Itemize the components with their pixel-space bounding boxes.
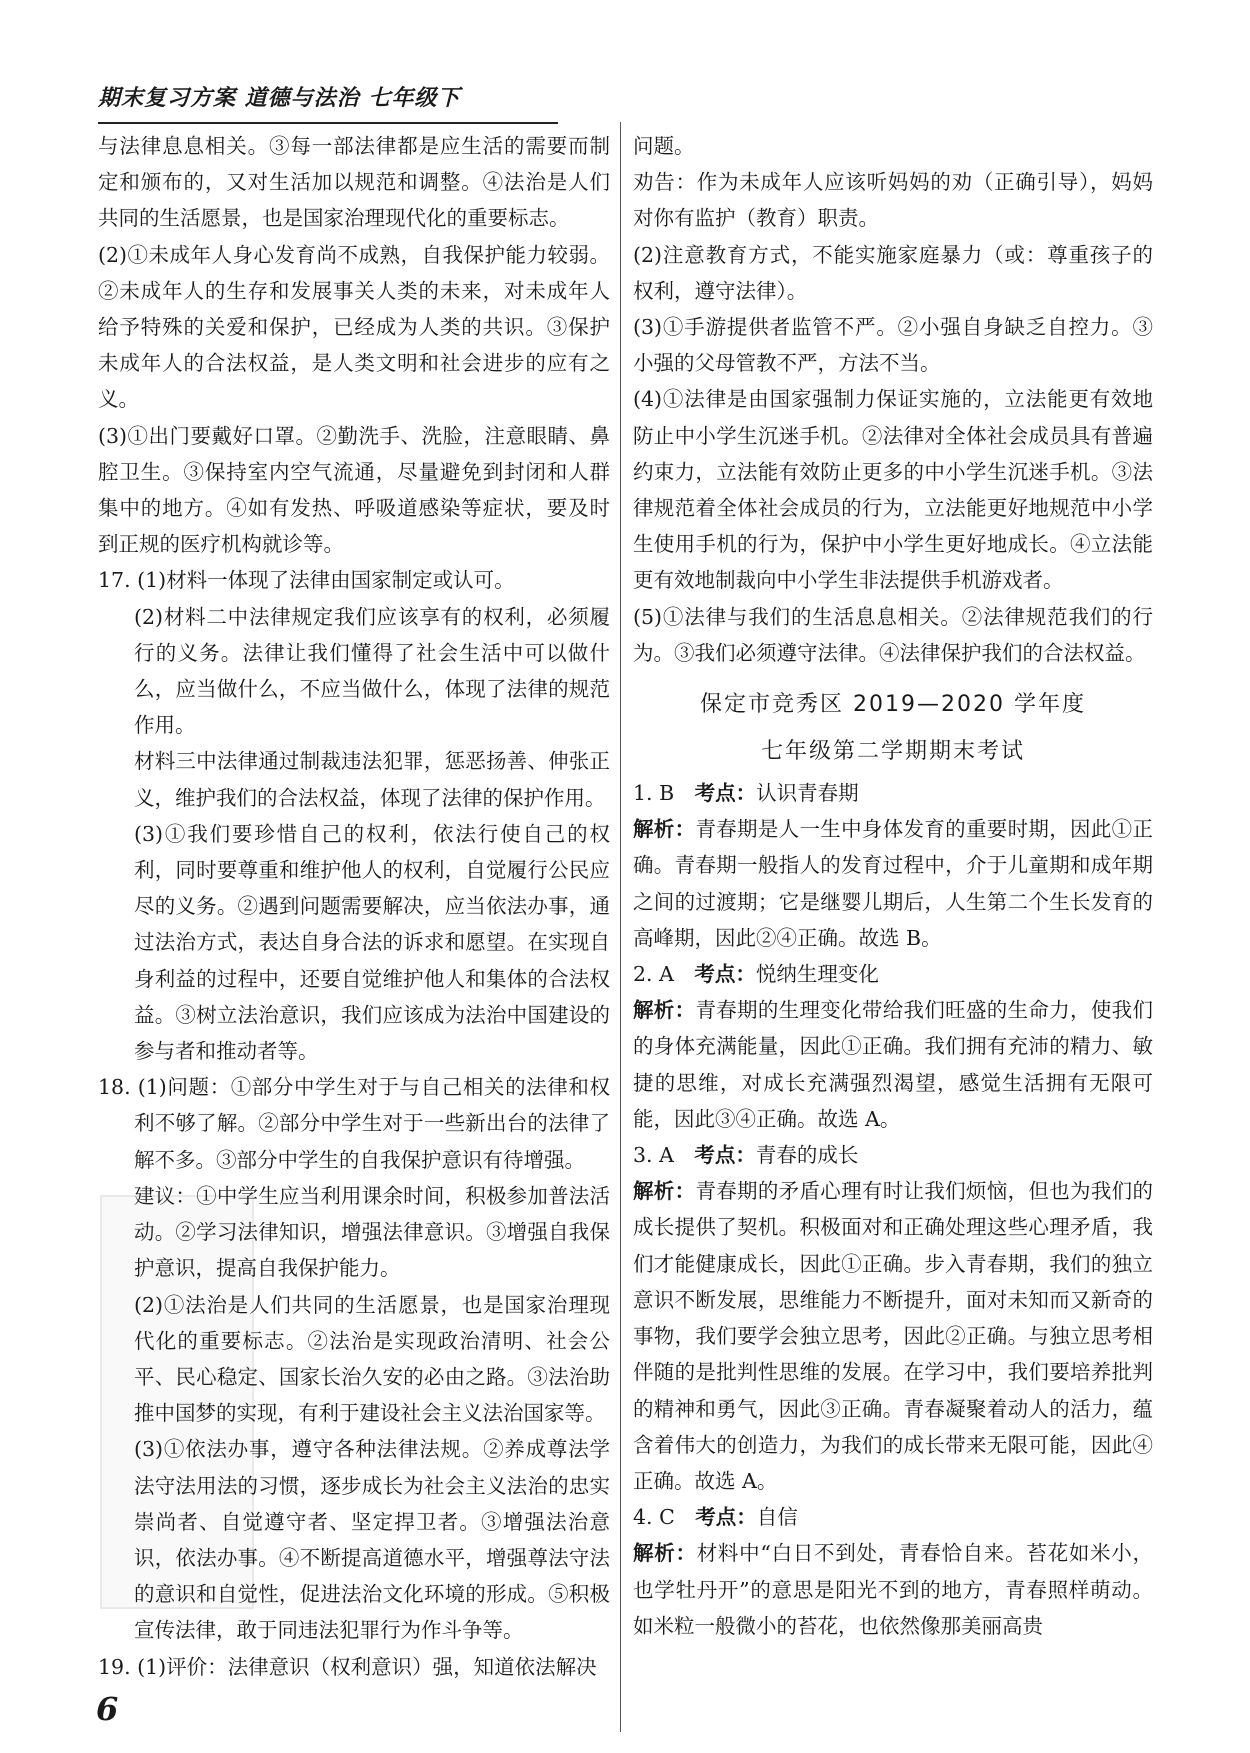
answer-2 [633, 956, 1153, 1137]
question-17-item-2: (2)材料二中法律规定我们应该享有的权利，必须履行的义务。法律让我们懂得了社会生活中可以做什么，应当做什么，不应当做什么，体现了法律的规范作用。 [134, 604, 610, 738]
answer-number: 2. A [633, 962, 695, 987]
question-18-item-3: (3)①依法办事，遵守各种法律法规。②养成尊法学法守法用法的习惯，逐步成长为社会主义法治的忠实崇尚者、自觉遵守者、坚定捍卫者。③增强法治意识，依法办事。④不断提高道德水平，增强尊法守法的意识和自觉性，促进法治文化环境的形成。⑤积极宣传法律，敢于同违法犯罪行为作斗争等。 [134, 1437, 610, 1643]
question-17-item-2b: 材料三中法律通过制裁违法犯罪，惩恶扬善、伸张正义，维护我们的合法权益，体现了法律的保护作用。 [134, 749, 610, 810]
answer-number: 3. A [633, 1143, 695, 1168]
question-18-item-1: 18. (1)问题：①部分中学生对于与自己相关的法律和权利不够了解。②部分中学生对于一些新出台的法律了解不多。③部分中学生的自我保护意识有待增强。 [98, 1075, 610, 1172]
page-number: 6 [96, 1690, 119, 1728]
analysis-text: 青春期是人一生中身体发育的重要时期，因此①正确。青春期一般指人的发育过程中，介于儿童期和成年期之间的过渡期；它是继婴儿期后，人生第二个生长发育的高峰期，因此②④正确。故选 B。 [633, 817, 1153, 950]
paragraph: 劝告：作为未成年人应该听妈妈的劝（正确引导），妈妈对你有监护（教育）职责。 [633, 170, 1153, 231]
column-divider [620, 122, 621, 1732]
answer-3 [633, 1137, 1153, 1499]
answer-4 [633, 1499, 1153, 1644]
topic-text: 自信 [756, 1505, 798, 1530]
topic-text: 认识青春期 [756, 781, 859, 806]
paragraph: 问题。 [633, 134, 695, 158]
topic-label: 考点： [695, 1505, 757, 1530]
analysis-text: 青春期的生理变化带给我们旺盛的生命力，使我们的身体充满能量，因此①正确。我们拥有充沛的精力、敏捷的思维，对成长充满强烈渴望，感觉生活拥有无限可能，因此③④正确。故选 A。 [633, 998, 1153, 1131]
analysis-label: 解析： [633, 1179, 696, 1204]
topic-label: 考点： [694, 781, 757, 806]
paragraph: 与法律息息相关。③每一部法律都是应生活的需要而制定和颁布的，又对生活加以规范和调整。④法治是人们共同的生活愿景，也是国家治理现代化的重要标志。 [98, 134, 610, 231]
page-header [98, 84, 558, 124]
question-18-item-2: (2)①法治是人们共同的生活愿景，也是国家治理现代化的重要标志。②法治是实现政治清明、社会公平、民心稳定、国家长治久安的必由之路。③法治助推中国梦的实现，有利于建设社会主义法治国家等。 [134, 1292, 610, 1426]
header-title: 期末复习方案 道德与法治 七年级下 [98, 86, 461, 111]
right-column [633, 128, 1153, 1644]
paragraph: (4)①法律是由国家强制力保证实施的，立法能更有效地防止中小学生沉迷手机。②法律对全体社会成员具有普遍约束力，立法能有效防止更多的中小学生沉迷手机。③法律规范着全体社会成员的行为，立法能更好地规范中小学生使用手机的行为，保护中小学生更好地成长。④立法能更有效地制裁向中小学生非法提供手机游戏者。 [633, 387, 1153, 593]
question-17-item-1: 17. (1)材料一体现了法律由国家制定或认可。 [98, 568, 515, 593]
analysis-label: 解析： [633, 1541, 697, 1566]
topic-label: 考点： [694, 1143, 756, 1168]
topic-text: 悦纳生理变化 [755, 962, 879, 987]
analysis-label: 解析： [633, 817, 696, 842]
analysis-text: 青春期的矛盾心理有时让我们烦恼，但也为我们的成长提供了契机。积极面对和正确处理这些心理矛盾，我们才能健康成长，因此①正确。步入青春期，我们的独立意识不断发展，思维能力不断提升，面对未知而又新奇的事物，我们要学会独立思考，因此②正确。与独立思考相伴随的是批判性思维的发展。在学习中，我们要培养批判的精神和勇气，因此③正确。青春凝聚着动人的活力，蕴含着伟大的创造力，为我们的成长带来无限可能，因此④正确。故选 A。 [633, 1179, 1153, 1493]
paragraph: (5)①法律与我们的生活息息相关。②法律规范我们的行为。③我们必须遵守法律。④法律保护我们的合法权益。 [633, 604, 1153, 665]
paragraph: (3)①出门要戴好口罩。②勤洗手、洗脸，注意眼睛、鼻腔卫生。③保持室内空气流通，尽量避免到封闭和人群集中的地方。④如有发热、呼吸道感染等症状，要及时到正规的医疗机构就诊等。 [98, 423, 610, 557]
topic-text: 青春的成长 [755, 1143, 859, 1168]
question-17-item-3: (3)①我们要珍惜自己的权利，依法行使自己的权利，同时要尊重和维护他人的权利，自觉履行公民应尽的义务。②遇到问题需要解决，应当依法办事，通过法治方式，表达自身合法的诉求和愿望。在实现自身利益的过程中，还要自觉维护他人和集体的合法权益。③树立法治意识，我们应该成为法治中国建设的参与者和推动者等。 [134, 821, 610, 1064]
analysis-text: 材料中“白日不到处，青春恰自来。苔花如米小，也学牡丹开”的意思是阳光不到的地方，青春照样萌动。如米粒一般微小的苔花，也依然像那美丽高贵 [633, 1541, 1154, 1638]
section-subtitle: 七年级第二学期期末考试 [760, 739, 1025, 765]
analysis-label: 解析： [633, 998, 696, 1023]
answer-number: 4. C [633, 1505, 696, 1530]
answer-number: 1. B [633, 781, 695, 806]
paragraph: (3)①手游提供者监管不严。②小强自身缺乏自控力。③小强的父母管教不严，方法不当。 [633, 315, 1153, 376]
answer-1 [633, 775, 1153, 956]
topic-label: 考点： [694, 962, 756, 987]
question-19-item-1: 19. (1)评价：法律意识（权利意识）强，知道依法解决 [98, 1654, 597, 1679]
paragraph: (2)①未成年人身心发育尚不成熟，自我保护能力较弱。②未成年人的生存和发展事关人类的未来，对未成年人给予特殊的关爱和保护，已经成为人类的共识。③保护未成年人的合法权益，是人类文明和社会进步的应有之义。 [98, 242, 610, 412]
left-column [98, 128, 610, 1685]
paragraph: (2)注意教育方式，不能实施家庭暴力（或：尊重孩子的权利，遵守法律）。 [633, 242, 1153, 303]
section-title: 保定市竞秀区 2019—2020 学年度 [700, 692, 1086, 718]
question-18-suggestion: 建议：①中学生应当利用课余时间，积极参加普法活动。②学习法律知识，增强法律意识。③增强自我保护意识，提高自我保护能力。 [134, 1183, 610, 1281]
